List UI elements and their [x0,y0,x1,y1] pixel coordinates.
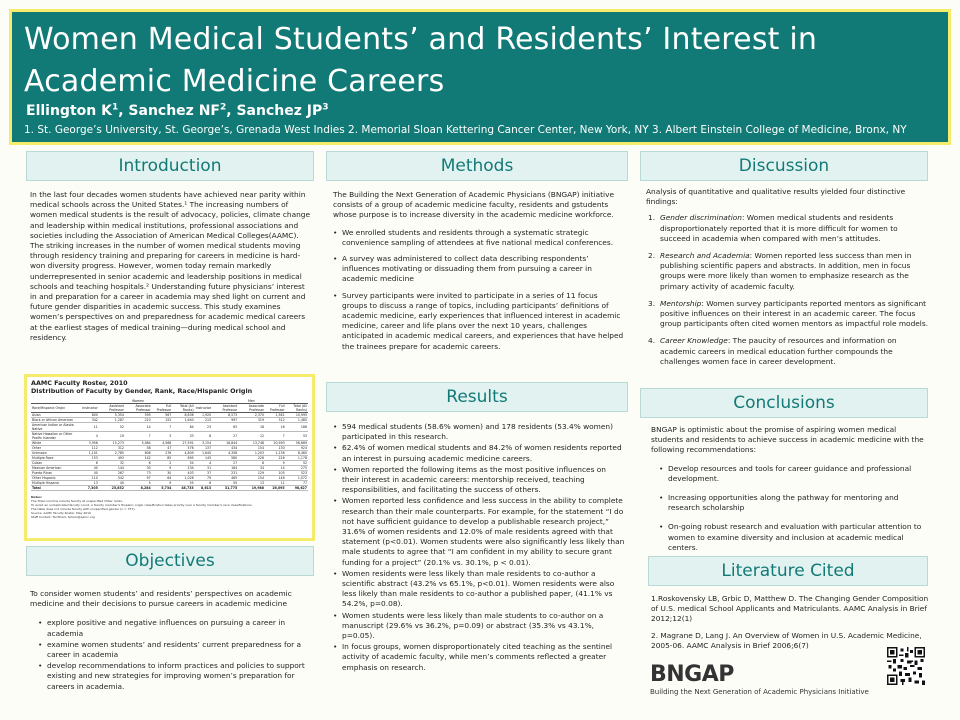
table-cell: 3,154 [195,441,212,446]
table-cell: 267 [99,471,125,476]
results-heading: Results [326,382,628,412]
affiliations: 1. St. George’s University, St. George’s, Grenada West Indies 2. Memorial Sloan Kettering Cancer Center, New York, NY 3. Albert Einstein College of Medicine, Bronx, NY [24,124,907,136]
table-cell: 580 [212,456,238,461]
discussion-heading: Discussion [640,151,928,181]
group-men: Men [195,399,308,404]
discussion-item: 3. Mentorship: Women survey participants reported mentors as significant positive influences on their interest in an academic career. The focus group participants often cited women mentors as impactful role models. [648,298,929,329]
introduction-heading: Introduction [26,151,314,181]
column-header: Assistant Professor [212,404,238,413]
table-cell: 47 [152,446,173,451]
table-cell: 25,852 [99,486,125,491]
table-cell: 144 [99,466,125,471]
table-cell: 8,636 [172,413,194,418]
poster-title: Women Medical Students’ and Residents’ Interest in Academic Medicine Careers [24,22,818,99]
table-cell: 9 [152,466,173,471]
table-cell: Unknown [31,451,81,456]
table-cell: 154 [238,476,265,481]
table-cell: 4,809 [172,451,194,456]
table-cell: 276 [152,451,173,456]
table-cell: 15,273 [99,441,125,446]
table-cell: Other [31,446,81,451]
table-cell: 7 [265,432,286,441]
table-cell: 14 [125,423,152,432]
introduction-text: In the last four decades women students have achieved near parity within medical schools across the United States.¹ The increasing numbers of women medical students is the result of advocacy, policies, climate change and leadership within medical institutions, professional associations and societies including the Association of American Medical Colleges(AAMC). The striking increases in the number of women medical students moving through residency training and preparing for careers in medicine is hard-won diversity progress. However, women today remain markedly underrepresented in senior academic and leadership positions in medical schools and teaching hospitals.² Understanding future physicians’ interest in and preparation for a career in academia may shed light on current and future gender disparities in academic success. This study examines women’s perspectives on and preparedness for academic medical careers at the earliest stages of medical training—during medical school and residency. [30,190,311,342]
table-cell: 14 [265,466,286,471]
table-cell: 4,568 [152,441,173,446]
table-cell: 40 [81,466,98,471]
table-cell: 1,480 [286,418,308,423]
table-note: Source: AAMC Faculty Roster, May 2010 [31,511,91,515]
discussion-item: 1. Gender discrimination: Women medical students and residents disproportionately reported that it is more difficult for women to succeed in academia when compared with men’s attitudes. [648,213,898,243]
table-note: The Total columns include faculty at unspecified Other ranks. [31,499,123,503]
table-cell: 231 [212,471,238,476]
table-cell: 142 [125,456,152,461]
table-cell: 54 [172,461,194,466]
table-cell: 77 [286,481,308,486]
table-cell: 997 [212,418,238,423]
citation-1: 1.Roskovensky LB, Grbic D, Matthew D. The Changing Gender Composition of U.S. medical School Applicants and Matriculants. AAMC Analysis in Brief 2012;12(1) [651,594,929,624]
table-cell: 11 [265,481,286,486]
table-cell: 8 [195,432,212,441]
objectives-text: To consider women students’ and residents’ perspectives on academic medicine and their decisions to pursue careers in academic medicine • explore positive and negative influences on pursuing a career in academia • examine women students’ and residents’ current preparedness for a career in academia • develop recommendations to inform practices and policies to support existing and new strategies for improving women’s preparation for careers in academia. [30,589,312,693]
table-cell: White [31,441,81,446]
table-cell: 27,591 [172,441,194,446]
objective-item: • examine women students’ and residents’ current preparedness for a career in academia [38,640,312,660]
table-row [31,423,308,432]
table-cell: 4 [195,461,212,466]
result-item: • 62.4% of women medical students and 84.2% of women residents reported an interest in pursuing academic medicine careers. [333,443,625,463]
conclusion-item: • On-going robust research and evaluation with particular attention to women to examine diversity and inclusion at academic medical centers. [659,522,929,553]
table-cell: American Indian or Alaska Native [31,423,81,432]
table-cell: 30 [125,466,152,471]
table-cell: 7 [125,432,152,441]
table-cell: Puerto Rican [31,471,81,476]
table-cell: 40 [99,481,125,486]
table-cell: 3,958 [81,441,98,446]
table-cell: 13,748 [238,441,265,446]
table-cell: 1,287 [99,418,125,423]
table-cell: 6 [125,461,152,466]
table-title: AAMC Faculty Roster, 2010 Distribution of Faculty by Gender, Rank, Race/Hispanic Origin [31,379,253,395]
conclusion-item: • Increasing opportunities along the pathway for mentoring and research scholarship [659,493,929,513]
literature-heading: Literature Cited [648,556,928,586]
table-cell: 606 [125,451,152,456]
table-cell: 1,640 [195,451,212,456]
logo-tagline: Building the Next Generation of Academic Physicians Initiative [650,688,869,696]
table-cell: 105 [265,471,286,476]
table-notes [27,491,312,519]
table-cell: Multiple Hispanic [31,481,81,486]
table-cell: 30 [152,471,173,476]
table-cell: 2,785 [99,451,125,456]
table-cell: 8,573 [212,413,238,418]
table-cell: 18 [238,423,265,432]
table-cell: 226 [238,456,265,461]
table-cell: 23 [195,423,212,432]
qr-code-icon[interactable] [887,647,925,685]
table-cell: 186 [286,423,308,432]
column-header: Associate Professor [238,404,265,413]
table-cell: Cuban [31,461,81,466]
column-header: Instructor [81,404,98,413]
table-cell: 210 [125,418,152,423]
table-cell: 2,370 [238,413,265,418]
table-cell: 85 [152,456,173,461]
conclusion-item: • Develop resources and tools for career guidance and professional development. [659,464,929,484]
table-cell: 164 [212,466,238,471]
table-cell: 84 [172,423,194,432]
table-cell: 55 [212,481,238,486]
table-cell: 63 [212,423,238,432]
column-header: Race/Hispanic Origin [31,404,81,413]
methods-text: The Building the Next Generation of Academic Physicians (BNGAP) initiative consists of a group of academic medicine faculty, residents and gstudents whose purpose is to increase diversity in the academic medicine workforce. • We enrolled students and residents through a systematic strategic convenience sampling of attendees at five national medical conferences. • A survey was administered to collect data describing respondents’ influences motivating or dissuading them from pursuing a career in academic medicine • Survey participants were invited to participate in a series of 11 focus groups to discuss a range of topics, including participants’ definitions of academic medicine, early experiences that influenced interest in academic medicine, career and life plans over the next 10 years, challenges anticipated in academic medical careers, and experiences that have helped the trainees prepare for academic careers. [333,190,625,358]
objective-item: • explore positive and negative influences on pursuing a career in academia [38,618,312,638]
table-header-row [31,404,308,413]
conclusions-heading: Conclusions [640,388,928,418]
result-item: • Women residents were less likely than male residents to co-author a scientific abstract (43.2% vs 65.1%, p<0.01). Women residents were also less likely than male residents to co-author a published paper, (41.1% vs 54.2%, p=0.08). [333,569,625,610]
table-cell: 595 [125,413,152,418]
author-list [26,102,328,119]
column-header: Total (All Ranks) [172,404,194,413]
table-cell: Multiple Race [31,456,81,461]
table-cell: Native Hawaiian or Other Pacific Islander [31,432,81,441]
objectives-heading: Objectives [26,546,314,576]
table-cell: 56,669 [286,441,308,446]
methods-heading: Methods [326,151,628,181]
table-cell: 1,640 [172,418,194,423]
table-cell: 8,613 [195,486,212,491]
table-cell: 19 [99,432,125,441]
result-item: • Women reported less confidence and less success in the ability to complete research than their male counterparts. For example, for the statement “I do not have sufficient guidance to develop a publishable research project,” 31.6% of women residents and 12.0% of male residents agreed with that statement (p<0.01). Women students were also significantly less likely than male students to agree that “I am confident in my ability to secure grant funding for a project” (20.1% vs. 30.1%, p < 0.01). [333,496,625,567]
table-cell: 234 [172,466,194,471]
result-item: • Women students were less likely than male students to co-author on a manuscript (29.6% vs 36.2%, p=0.09) or abstract (35.3% vs 43.1%, p=0.05). [333,611,625,642]
table-cell: 7 [152,423,173,432]
table-cell: 137 [195,446,212,451]
objective-item: • develop recommendations to inform practices and policies to support existing and new strategies for improving women’s preparation for careers in academia. [38,661,312,692]
table-cell: 10,995 [286,413,308,418]
table-cell: 1,178 [286,456,308,461]
results-text [333,422,625,674]
table-cell: 542 [99,476,125,481]
logo-name: BNGAP [650,662,734,687]
table-note: To avoid an unduplicated faculty count, a faculty member's Hispanic origin classification takes priority over a faculty member's race classifications. [31,503,253,507]
table-cell: 434 [212,446,238,451]
table-cell: 800 [81,413,98,418]
table-cell: 12 [238,432,265,441]
table-cell: 523 [286,471,308,476]
table-cell: 53 [286,432,308,441]
table-cell: 924 [286,446,308,451]
poster-header [9,9,951,145]
table-row [31,486,308,491]
result-item: • Women reported the following items as the most positive influences on their interest in academic careers: mentorship received, teaching responsibilities, and facilitating the success of others. [333,465,625,496]
table-cell: 73 [125,471,152,476]
group-women: Women [81,399,194,404]
table-cell: 5,734 [152,486,173,491]
author-1: Ellington $K^1$, [26,102,129,119]
column-header: Associate Professor [125,404,152,413]
table-cell: 9 [265,461,286,466]
table-cell: 37 [195,471,212,476]
table-cell: 2 [152,461,173,466]
table-cell: 31,775 [212,486,238,491]
table-cell: 1,136 [265,451,286,456]
table-row [31,432,308,441]
table-cell: 7,305 [81,486,98,491]
table-cell: 4 [81,432,98,441]
table-cell: 154 [238,446,265,451]
table-cell: 58 [125,446,152,451]
table-cell: 1,561 [265,413,286,418]
table-cell: 1,072 [286,476,308,481]
table-cell: 576 [172,446,194,451]
table-cell: 13 [238,481,265,486]
table-cell: 112 [81,446,98,451]
table-cell: 312 [265,418,286,423]
table-cell: 79 [195,476,212,481]
discussion-item: 4. Career Knowledge: The paucity of resources and information on academic careers in medical education further compounds the challenges women face in career development. [648,336,897,366]
table-cell: 52 [286,461,308,466]
table-cell: 52 [99,423,125,432]
table-cell: 146 [265,476,286,481]
table-note: Notes: [31,495,43,499]
table-cell: 48,733 [172,486,194,491]
table-cell: 11 [81,423,98,432]
table-cell: 8 [238,461,265,466]
discussion-text: Analysis of quantitative and qualitative results yielded four distinctive findings: 1. Gender discrimination: Women medical students and residents disproportionately reported that it is more difficult for women to succeed in academia when compared with men’s attitudes. 2. Research and Academia: Women reported less success than men in publishing scientific papers and abstracts. In addition, men in focus groups were more likely than women to emphasize research as the primary activity of academic faculty. 3. Mentorship: Women survey participants reported mentors as significant positive influences on their interest in an academic career. The focus group participants often cited women mentors as impactful role models. 4. Career Knowledge: The paucity of resources and information on academic careers in medical education further compounds the challenges women face in career development. [646,187,929,366]
table-cell: 8,460 [286,451,308,456]
table-cell: 493 [99,456,125,461]
table-cell: 13 [81,481,98,486]
table-cell: 6 [81,461,98,466]
table-cell: 342 [81,418,98,423]
table-cell: 5 [125,481,152,486]
author-2: Sanchez $NF^2$, [128,102,237,119]
table-cell: 3 [152,432,173,441]
roster-data-table [31,399,308,491]
table-cell: 34 [238,466,265,471]
table-cell: 110 [81,476,98,481]
result-item: • In focus groups, women disproportionately cited teaching as the sentinel activity of academic faculty, while men’s comments reflected a greater emphasis on research. [333,642,625,673]
table-cell: 152 [152,418,173,423]
table-cell: 895 [172,456,194,461]
table-cell: 215 [195,418,212,423]
table-cell: 403 [172,471,194,476]
table-cell: 27 [212,461,238,466]
table-cell: 5,984 [125,441,152,446]
table-cell: 312 [99,446,125,451]
table-cell: 1,203 [238,451,265,456]
bngap-logo [650,664,869,696]
discussion-item: 2. Research and Academia: Women reported less success than men in publishing scientific papers and abstracts. In addition, men in focus groups were more likely than women to emphasize research as the primary activity of academic faculty. [648,251,912,291]
table-cell: 130 [265,446,286,451]
table-cell: 16,844 [212,441,238,446]
citation-2: 2. Magrane D, Lang J. An Overview of Women in U.S. Academic Medicine, 2005-06. AAMC Analysis in Brief 2006;6(7) [651,630,922,650]
table-cell: 26,095 [265,486,286,491]
author-3: Sanchez $JP^3$ [236,102,329,119]
table-cell: 98,627 [286,486,308,491]
method-item: • Survey participants were invited to participate in a series of 11 focus groups to discuss a range of topics, including participants’ definitions of academic medicine, early experiences that influenced interest in academic medicine, career and life plans over the next 10 years, challenges anticipated in academic medical careers, and experiences that have helped the trainees prepare for academic careers. [333,291,625,352]
conclusions-text: BNGAP is optimistic about the promise of aspiring women medical students and residents to achieve success in academic medicine with the following recommendations: • Develop resources and tools for career guidance and professional development. • Increasing opportunities along the pathway for mentoring and research scholarship • On-going robust research and evaluation with particular attention to women to examine diversity and inclusion at academic medical centers. [651,425,929,559]
table-cell: 40 [81,471,98,476]
table-cell: Total [31,486,81,491]
column-header: Total (All Ranks) [286,404,308,413]
table-note: Staff Contact: Tai Pham, tpham@aamc.org [31,515,95,519]
result-item: • 594 medical students (58.6% women) and 178 residents (53.4% women) participated in this research. [333,422,625,442]
table-cell: 8,284 [125,486,152,491]
column-header: Instructor [195,404,212,413]
table-cell: 4,358 [212,451,238,456]
table-cell: Asian [31,413,81,418]
table-cell: 1,920 [195,413,212,418]
table-cell: 19,988 [238,486,265,491]
table-cell: 64 [152,476,173,481]
table-cell: 465 [212,476,238,481]
column-header: Assistant Professor [99,404,125,413]
table-cell: Other Hispanic [31,476,81,481]
table-cell: 27 [212,432,238,441]
table-cell: 5,354 [99,413,125,418]
column-header: Full Professor [265,404,286,413]
table-note: The table does not include faculty with unspecified gender (n = 377). [31,507,136,511]
faculty-roster-table [24,374,315,541]
table-cell: 33 [172,432,194,441]
table-cell: Black or African American [31,418,81,423]
table-cell: 31 [195,466,212,471]
table-cell: 1,026 [172,476,194,481]
table-cell: 129 [238,471,265,476]
table-cell: 97 [125,476,152,481]
method-item: • We enrolled students and residents through a systematic strategic convenience sampling of attendees at five national medical conferences. [333,228,625,248]
column-header: Full Professor [152,404,173,413]
table-cell: 32 [99,461,125,466]
table-cell: 55 [172,481,194,486]
table-cell: 226 [265,456,286,461]
table-cell: 20,993 [265,441,286,446]
table-cell: 153 [81,456,98,461]
table-cell: 145 [195,456,212,461]
table-cell: 1,101 [81,451,98,456]
method-item: • A survey was administered to collect data describing respondents’ influences motivating or dissuading them from pursuing a career in academic medicine [333,254,625,285]
table-cell: 9 [152,481,173,486]
table-cell: 319 [238,418,265,423]
table-cell: 16 [265,423,286,432]
table-cell: 567 [152,413,173,418]
table-cell: 6 [195,481,212,486]
table-cell: Mexican American [31,466,81,471]
table-cell: 275 [286,466,308,471]
